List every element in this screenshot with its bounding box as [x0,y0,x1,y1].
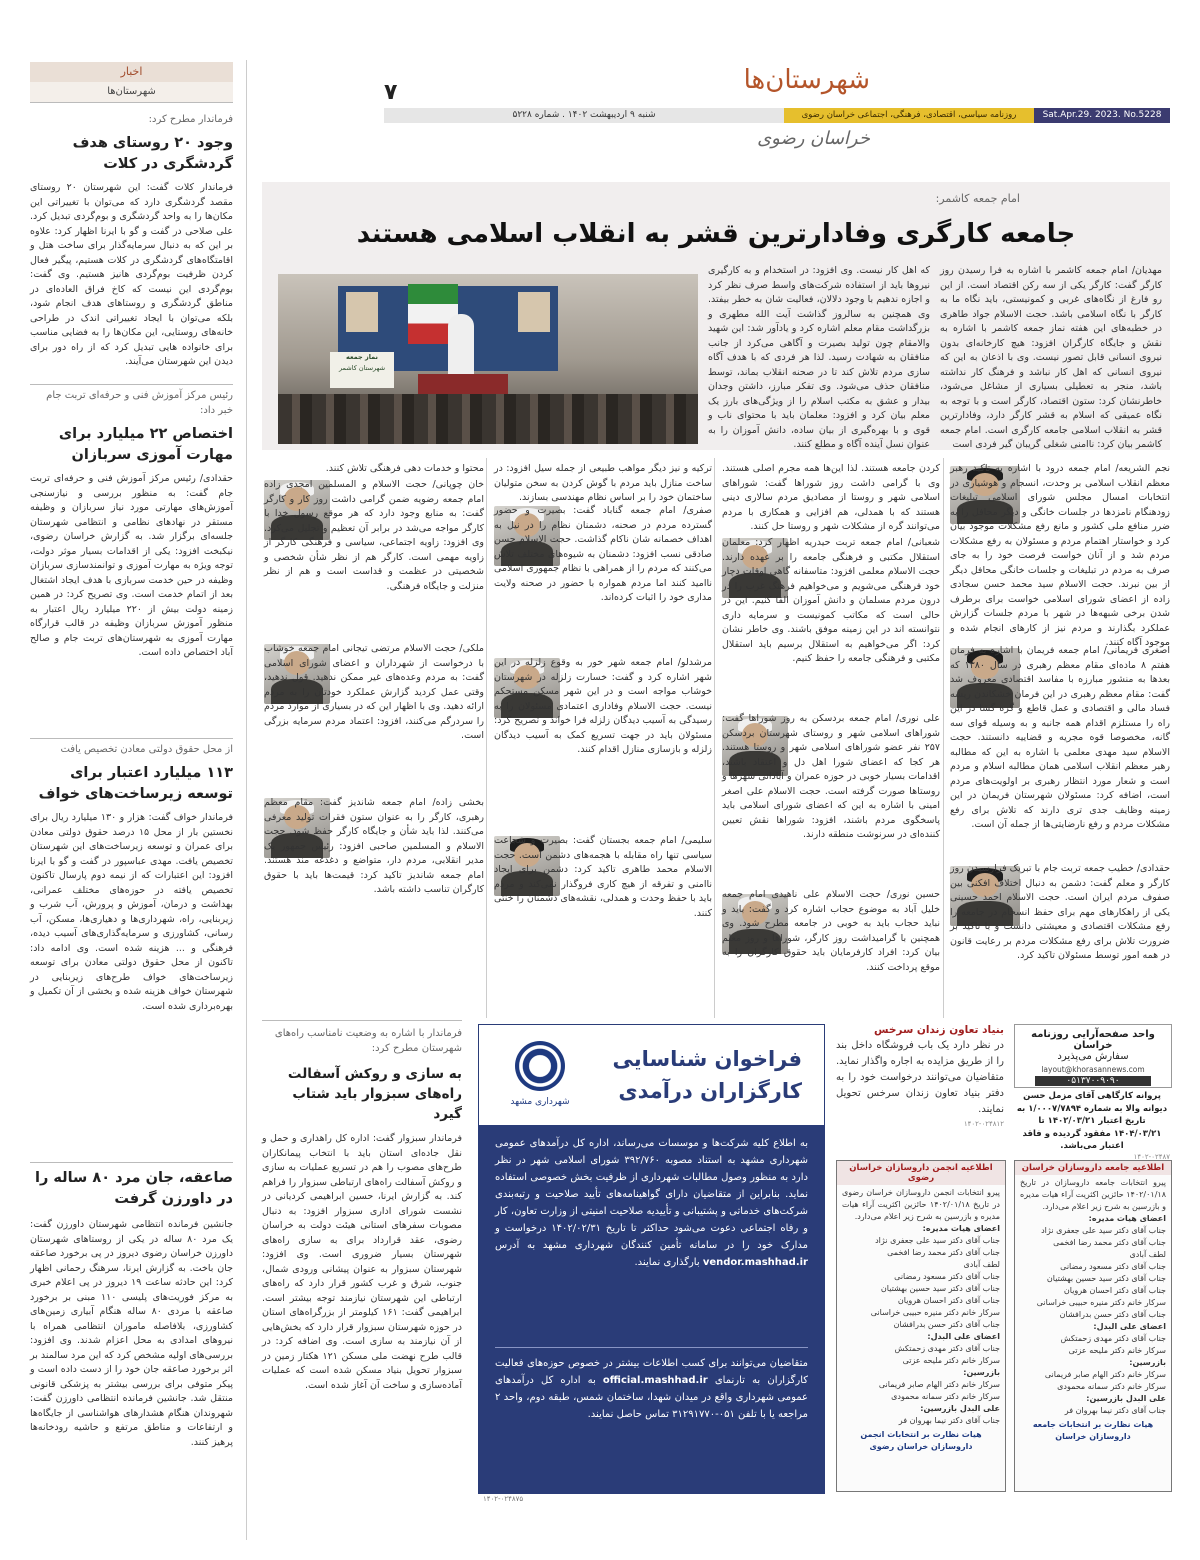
column-text: علی نوری/ امام جمعه بردسکن به روز شوراها گفت: شوراهای اسلامی شهر و روستای شهرستان بردسکن ۲۵۷ نفر عضو شوراهای اسلامی شهر و روستا هستند. هر کجا که اعضای شورا اهل دل و اعتقاد باشند، اقدامات بسیار خوبی در حوزه عمران و آبادانی شهرها و روستاها صورت گرفته است. حجت الاسلام علی اصغر امینی با اشاره به این که اعضای شورای اسلامی باید پاسخگوی مردم باشند، افزود: شوراها نقش تعیین کننده‌ای در سرنوشت منطقه دارند. [722,713,940,840]
inspector: سرکار خانم دکتر سمانه محمودی [1057,1382,1166,1391]
prison-body: در نظر دارد یک باب فروشگاه داخل بند را از طریق مزایده به اجاره واگذار نماید. متقاضیان می‌توانند درخواست خود را به دفتر بنیاد تعاون زندان سرخس تحویل نمایند. [836,1040,1004,1115]
column-text: سلیمی/ امام جمعه بجستان گفت: بصیرت و شجاعت سیاسی تنها راه مقابله با هجمه‌های دشمن است. حجت الاسلام محمد طاهری تاکید کرد: دشمن برای ایجاد ناامنی و تفرقه از هیچ کاری فروگذار نمی‌کند و مردم باید با حفظ وحدت و همدلی، نقشه‌های دشمنان را خنثی کنند. [494,835,712,919]
inspector: سرکار خانم دکتر سمانه محمودی [891,1392,1000,1401]
alt-inspector: جناب آقای دکتر نیما بهروان فر [1064,1406,1166,1415]
pharma-title: اطلاعیه انجمن داروسازان خراسان رضوی [837,1161,1005,1185]
pharma-body [837,1185,1005,1455]
column-text: حسین نوری/ حجت الاسلام علی ناهیدی امام جمعه خلیل آباد به موضوع حجاب اشاره کرد و گفت: باید و نباید حجاب باید به خوبی در جامعه مطرح شود. وی همچنین با گرامیداشت روز کارگر، شوراها و روز معلم بیان کرد: افراد کارفرمایان باید حقوق کارگران را به موقع پرداخت کنند. [722,889,940,973]
board-heading: اعضای هیات مدیره: [1088,1214,1166,1223]
news-headline: صاعقه، جان مرد ۸۰ ساله را در داورزن گرفت [34,1170,233,1207]
sidebar-title: اخبار [30,62,233,82]
column-text: بخشی زاده/ امام جمعه شاندیز گفت: مقام معظم رهبری، کارگر را به عنوان ستون فقرات تولید معرفی می‌کنند. لذا باید شأن و جایگاه کارگر حفظ شود. حجت الاسلام و المسلمین صاحبی افزود: رئیس جمهور یک مدیر انقلابی، مردم دار، متواضع و دغدغه مند هستند. امام جمعه شاندیز تاکید کرد: قیمت‌ها باید با حقوق کارگران تناسب داشته باشد. [264,797,484,895]
sidebar-news-3 [30,742,233,1151]
news-body: فرماندار کلات گفت: این شهرستان ۲۰ روستای مقصد گردشگری دارد که می‌توان با تغییراتی این مکان‌ها را به واحد گردشگری و بوم‌گردی تبدیل کرد. علی صلاحی در گفت و گو با ایرنا اظهار کرد: علاوه بر این که به دنبال سرمایه‌گذار برای ساخت هتل و اقامتگاه‌های گردشگری در کلات هستیم، پیگیر فعال کردن ظرفیت بوم‌گردی هانیز هستیم. وی گفت: بوم‌گردی این نیست که کاخ فراق العاده‌ای در مناطق گردشگری و روستاهای هدف انجام شود، بلکه می‌توان با ایجاد تغییراتی اندک در طراحی خانه‌های روستایی، این مکان‌ها را به فضایی مناسب برای خانواده هایی تبدیل کرد که از راه دور برای دیدن این شهرستان می‌آیند. [30,182,233,367]
ad-contact [1014,1024,1172,1088]
inspector-heading: بازرسین: [963,1368,1000,1377]
divider [30,738,233,739]
contact-phone: ۰۵۱۳۷۰۰۹۰۹۰ [1035,1076,1151,1086]
board-member: لطف آبادی [1129,1250,1166,1259]
license-code: ۱۴۰۲-۰۲۴۸۷ [1133,1152,1170,1161]
ad-paragraph: به اطلاع کلیه شرکت‌ها و موسسات می‌رساند، اداره کل درآمدهای عمومی شهرداری مشهد به استناد مصوبه ۳۹۲/۷۶۰ شورای اسلامی شهر در نظر دارد به منظور وصول مطالبات شهرداری از ظرفیت بخش خصوصی استفاده نماید. بنابراین از متقاضیان دارای گواهینامه‌های تأیید صلاحیت و رتبه‌بندی شرکت‌های خدماتی و پشتیبانی و تأییدیه صلاحیت امنیتی از وزارت تعاون، کار و رفاه اجتماعی دعوت می‌شود حداکثر تا تاریخ ۱۴۰۲/۰۲/۳۱ درخواست و مدارک خود را در سامانه تأمین کنندگان شهرداری مشهد به آدرس [495,1138,809,1251]
alt-heading: اعضای علی البدل: [1093,1322,1166,1331]
sidebar-divider [246,60,247,1540]
vendor-link[interactable]: vendor.mashhad.ir [702,1257,808,1268]
board-heading: اعضای هیات مدیره: [922,1224,1000,1233]
column-4 [264,458,484,1018]
ad-paragraph: بارگذاری نمایند. [634,1257,700,1268]
ad-body-text-2 [495,1355,808,1423]
sidebar [30,62,233,1540]
prison-code: ۱۴۰۲-۰۲۴۸۱۲ [963,1120,1004,1128]
news-kicker: فرماندار مطرح کرد: [148,114,233,125]
alt-member: جناب آقای دکتر مهدی زحمتکش [894,1344,1000,1353]
ad-title-1: فراخوان شناسایی [612,1047,802,1071]
column-text: ترکیه و نیز دیگر مواهب طبیعی از جمله سیل افزود: در ساخت منازل باید مردم با گوش کردن به سخن متولیان ساختمان خود را بر اساس نظام مهندسی بسازند. [494,463,712,503]
main-col-2: که اهل کار نیست. وی افزود: در استخدام و به کارگیری نیروها باید از استفاده شرکت‌های واسط صرف نظر کرد و اجازه ندهیم با وجود دلالان، فعالیت شان به خطر بیفتد. وی همچنین به سالروز گذاشت آیت الله مطهری و بزرگداشت مقام معلم اشاره کرد و یادآور شد: این شهید والامقام چون تولید بصیرت و آگاهی می‌کرد از جانب منافقان به شهادت رسید. لذا هر فردی که با هدف آگاه سازی مردم تلاش کند تا در صحنه انقلاب بماند، توسط منافقان حذف می‌شود. وی تفکر مبارز، داشتن وجدان بیدار و عشق به مکتب اسلام را از ویژگی‌های بارز یک معلم بیان کرد و افزود: معلمان باید با محتوای ناب و قوی و با بهره‌گیری از بیان ساده، دانش آموزان را به عنوان نسل آینده آگاه و مطلع کنند. [708,265,930,450]
main-photo [278,274,698,444]
column-text: نجم الشریعه/ امام جمعه درود با اشاره به تاکید رهبر معظم انقلاب اسلامی بر وحدت، انسجام و هوشیاری در انتخابات امسال مجلس شورای اسلامی تبلیغات زودهنگام نامزدها در جلسات خانگی و دیگر محافل را به ضرر منافع ملی کشور و مانع رفع مشکلات موجود بیان کرد و خواستار اهتمام مردم و مسئولان به رفع مشکلات مردم شد و از آنان خواست فرصت خود را به جای صرف به مردم در تبلیغات و جلسات خانگی محافل دیگر از بین نبرند. حجت الاسلام سید محمد حسن سجادی زاده از اعضای شورای اسلامی خواست برای برطرف شدن برخی شبهه‌ها در شهر با مردم جلسات گزارش عملکرد بگذارند و مردم نیز از کارهای انجام شده و موجود آگاه کنند. [950,463,1170,648]
pharma-footer: هیات نظارت بر انتخابات انجمن داروسازان خراسان رضوی [860,1430,982,1451]
pharma-intro: پیرو انتخابات انجمن داروسازان خراسان رضوی در تاریخ ۱۴۰۲/۰۱/۱۸ حائزین اکثریت آراء هیات مدیره و بازرسین به شرح زیر اعلام می‌دارد. [842,1188,1000,1221]
column-text: صفری/ امام جمعه گناباد گفت: بصیرت و حضور گسترده مردم در صحنه، دشمنان نظام را در نیل به اهداف خصمانه شان ناکام گذاشت. حجت الاسلام حسن صادقی نسب افزود: دشمنان به شیوه‌های مختلف تلاش می‌کنند که مردم را از همراهی با نظام جمهوری اسلامی ناامید کنند اما مردم همواره با حضور در صحنه ولایت مداری خود را اثبات کرده‌اند. [494,505,712,603]
alt-member: سرکار خانم دکتر ملیحه عزتی [1068,1346,1166,1355]
section-title: شهرستان‌ها [743,65,870,95]
board-member: جناب آقای دکتر مسعود رمضانی [894,1272,1000,1281]
news-kicker: رئیس مرکز آموزش فنی و حرفه‌ای تربت جام خبر داد: [46,390,233,416]
board-member: جناب آقای دکتر سید حسین بهشتیان [1046,1274,1166,1283]
board-member: لطف آبادی [963,1260,1000,1269]
column-text: اصغری فریمانی/ امام جمعه فریمان با اشاره به فرمان هفتم ۸ ماده‌ای مقام معظم رهبری در سال ۱۳۸۰ که بعدها به منشور مبارزه با مفاسد اقتصادی معروف شد گفت: مقام معظم رهبری در این فرمان خشکاندن ریشه فساد مالی و اقتصادی و عمل قاطع و گره گشا در این راه را مستلزم اقدام همه جانبه و به وسیله قوای سه گانه، مخصوصا قوه مجریه و قضاییه دانستند. حجت الاسلام سید مهدی معلمی با اشاره به این که مطالبه رهبر معظم انقلاب اسلامی همان مطالبه اسلام و مردم است و شعار مورد انتظار رهبری بر اولویت‌های مردم است، اضافه کرد: مسئولان شهرستان فریمان در این زمینه وظایف جدی تری دارند که تلاش برای رفع مشکلات مردم و رفع نارضایتی‌ها از جمله آن است. [950,645,1170,830]
ad-pharma [836,1160,1006,1492]
photo-crowd [278,394,698,444]
contact-line-2: سفارش می‌پذیرد [1057,1051,1129,1062]
column-text: حقدادی/ خطیب جمعه تربت جام با تبریک فرارسیدن روز کارگر و معلم گفت: دشمن به دنبال اختلاف افکنی بین صفوف مردم ایران است. حجت الاسلام احمد حسینی یکی از راهکارهای مهم برای حفظ انسجام در جامعه را رفع مشکلات اقتصادی و معیشتی دانست و با تاکید بر ضرورت تلاش برای رفع مشکلات مردم بر رعایت قانون در همه امور توسط مسئولان تاکید کرد. [950,863,1170,961]
society-title: اطلاعیه جامعه داروسازان خراسان [1015,1161,1171,1175]
main-headline: جامعه کارگری وفادارترین قشر به انقلاب اسلامی هستند [356,219,1076,249]
divider [30,384,233,385]
lower-body: فرماندار سبزوار گفت: اداره کل راهداری و حمل و نقل جاده‌ای استان باید با انتخاب پیمانکاران طرح‌های مصوب را هم در تسریع عملیات به سازی و روکش آسفالت راه‌های ارتباطی سبزوار را فراهم کند. به گزارش ایرنا، حسین ابراهیمی کردیانی در نشست شورای اداری سبزوار افزود: به دنبال مصوبات سفرهای استانی هیئت دولت به خراسان رضوی، عقد قرارداد برای به سازی راه‌های شهرستان بسیار ضروری است. وی افزود: شهرستان سبزوار به عنوان پیشانی ورودی شمال، جنوب، شرق و غرب کشور قرار دارد که راه‌های ارتباطی این شهرستان نیازمند توجه بیشتر است. ابراهیمی گفت: ۱۶۱ کیلومتر از بزرگراه‌های استان در حوزه شهرستان سبزوار قرار دارد که بخش‌هایی از آن نیازمند به سازی است. وی اضافه کرد: در قالب طرح نهضت ملی مسکن ۱۲۱ هکتار زمین در سبزوار تحویل بنیاد مسکن شده است که عملیات آماده‌سازی و ساخت آن آغاز شده است. [262,1133,462,1391]
column-text: شعبانی/ امام جمعه تربت حیدریه اظهار کرد: معلمان استقلال مکتبی و فرهنگی جامعه را بر عهده دارند. حجت الاسلام معلمی افزود: متاسفانه گاهی اوقات دچار خود فرهنگی می‌شویم و می‌خواهیم فرهنگ غرب را در درون مردم مسلمان و دانش آموزان القا کنیم. این در حالی است که مکاتب کمونیست و سرمایه داری نتوانسته اند در این زمینه موفق باشند. وی خاطر نشان کرد: اگر می‌خواهیم به استقلال برسیم باید استقلال مکتبی و فرهنگی جامعه را حفظ کنیم. [722,537,940,664]
board-member: جناب آقای دکتر احسان هرویان [1063,1286,1166,1295]
news-body: حقدادی/ رئیس مرکز آموزش فنی و حرفه‌ای تربت جام گفت: به منظور بررسی و نیازسنجی آموزش‌های مهارتی مورد نیاز سربازان و وظیفه مستقر در نهادهای نظامی و انتظامی شهرستان جلسه‌ای برگزار شد. به گزارش خراسان رضوی، نیکبخت افزود: یکی از اقدامات بسیار موثر دولت، توجه ویژه به مهارت آموزی و توانمندسازی سربازان وظیفه در حین خدمت سربازی با هدف ایجاد اشتغال بعد از اتمام خدمت است. وی تصریح کرد: در همین زمینه دولت بیش از ۲۲۰ میلیارد ریال اعتبار به منظور آموزش سربازان وظیفه در قالب قرارگاه مهارت آموزی به شهرستان‌های تربت جام و صالح آباد اختصاص داده است. [30,473,233,658]
news-body: فرماندار خواف گفت: هزار و ۱۳۰ میلیارد ریال برای نخستین بار از محل ۱۵ درصد حقوق دولتی معادن برای عمران و توسعه زیرساخت‌های این شهرستان تخصیص یافت. مهدی عباسپور در گفت و گو با ایرنا افزود: این اعتبارات که از نیمه دوم پارسال تاکنون تخصیص یافته در حوزه‌های مختلف عمرانی، بهداشت و درمان، آموزش و پرورش، آب شرب و زیربنایی، راه، شهرداری‌ها و دهیاری‌ها، مسکن، آب رسانی، کشاورزی و سرمایه‌گذاری‌های آسیب دیده، فرهنگی و ... هزینه شده است. وی ادامه داد: تاکنون از محل حقوق دولتی معادن برای توسعه زیرساخت‌های خواف طرح‌های زیربنایی در شهرستان خواف هزینه شده و بخشی از آن تکمیل و بهره‌برداری شده است. [30,812,233,1012]
alt-inspector: جناب آقای دکتر نیما بهروان فر [898,1416,1000,1425]
column-3 [494,458,712,1018]
sidebar-news-2 [30,388,233,742]
ad-prison [836,1024,1004,1152]
contact-line-1: واحد صفحه‌آرایی روزنامه خراسان [1031,1029,1155,1051]
tagline: روزنامه سیاسی، اقتصادی، فرهنگی، اجتماعی خراسان رضوی [784,108,1034,123]
alt-heading: اعضای علی البدل: [927,1332,1000,1341]
board-member: جناب آقای دکتر سید حسین بهشتیان [880,1284,1000,1293]
board-member: سرکار خانم دکتر منیره حبیبی خراسانی [1036,1298,1166,1307]
lower-headline: به سازی و روکش آسفالت راه‌های سبزوار باید شتاب گیرد [287,1066,462,1122]
ad-body-text [495,1135,808,1271]
alt-inspector-heading: علی البدل بازرسین: [1086,1394,1166,1403]
header-bar [384,108,1170,123]
column-text: محتوا و خدمات دهی فرهنگی تلاش کنند. [325,463,484,474]
column-2 [722,458,940,1018]
prison-title: بنیاد تعاون زندان سرخس [874,1024,1004,1036]
society-footer: هیات نظارت بر انتخابات جامعه داروسازان خراسان [1032,1420,1154,1441]
inspector-heading: بازرسین: [1129,1358,1166,1367]
news-kicker: از محل حقوق دولتی معادن تخصیص یافت [60,744,233,755]
inspector: سرکار خانم دکتر الهام صابر فریمانی [1044,1370,1166,1379]
board-member: سرکار خانم دکتر منیره حبیبی خراسانی [870,1308,1000,1317]
photo-portrait-right [518,292,550,332]
news-headline: وجود ۲۰ روستای هدف گردشگری در کلات [72,135,233,172]
news-columns [262,458,1170,1018]
news-headline: اختصاص ۲۲ میلیارد برای مهارت آموزی سربازان [58,426,233,463]
board-member: جناب آقای دکتر محمد رضا افخمی [887,1248,1000,1257]
society-body [1015,1175,1171,1445]
logo-caption: شهرداری مشهد [510,1097,570,1107]
photo-sign-line: شهرستان کاشمر [338,364,386,372]
ad-title-2: کارگزاران درآمدی [618,1079,802,1103]
board-member: جناب آقای دکتر حسن بدرافشان [1059,1310,1166,1319]
divider [30,1162,233,1163]
main-col-1: مهدیان/ امام جمعه کاشمر با اشاره به فرا رسیدن روز کارگر گفت: کارگر یکی از سه رکن اقتصاد است. از این رو فارغ از نگاه‌های غربی و کمونیستی، باید نگاه ما به کارگر با نگاه اسلامی باشد. حجت الاسلام جواد طاهری در خطبه‌های این هفته نماز جمعه کاشمر با اشاره به نقش و جایگاه کارگران افزود: هیچ کارخانه‌ای بدون نیروی انسانی قابل تصور نیست. وی با اذعان به این که نیروی انسانی که اهل کار نباشد و فرهنگ کار نداشته باشد، منجر به تعطیلی بسیاری از مشاغل می‌شود، خاطرنشان کرد: ستون اقتصاد، کارگر است و با توجه به نگاه عمیقی که اسلام به قشر کارگر دارد، وفادارترین قشر به انقلاب اسلامی جامعه کارگری است. امام جمعه کاشمر بیان کرد: ناامنی شغلی گریبان گیر فردی است [940,265,1162,450]
photo-sign [330,352,394,388]
main-kicker: امام جمعه کاشمر: [935,192,1020,205]
column-text: ملکی/ حجت الاسلام مرتضی تیجانی امام جمعه خوشاب با درخواست از شهرداران و اعضای شورای اسلامی گفت: به مردم وعده‌های غیر ممکن ندهید. قول ندهید، وقتی عمل کردید گزارش عملکرد خودتان را به مردم ارائه دهید. وی با اظهار این که در بسیاری از موارد مردم را سردرگم می‌کنند، افزود: اعتماد مردم سرمایه بزرگی است. [264,643,484,741]
alt-member: سرکار خانم دکتر ملیحه عزتی [902,1356,1000,1365]
lower-kicker: فرماندار با اشاره به وضعیت نامناسب راه‌های شهرستان مطرح کرد: [274,1028,462,1054]
column-divider [714,458,715,1018]
sidebar-subtitle: شهرستان‌ها [30,82,233,103]
alt-inspector-heading: علی البدل بازرسین: [920,1404,1000,1413]
board-member: جناب آقای دکتر سید علی جعفری نژاد [875,1236,1000,1245]
divider [262,1020,462,1021]
ad-code: ۱۴۰۲-۰۲۴۸۷۵ [483,1495,524,1503]
board-member: جناب آقای دکتر احسان هرویان [897,1296,1000,1305]
photo-portrait-left [346,292,378,332]
sidebar-news-1 [30,112,233,401]
logo: خراسان رضوی [757,128,870,149]
contact-email[interactable]: layout@khorasannews.com [1041,1065,1145,1074]
official-link[interactable]: official.mashhad.ir [602,1375,708,1386]
inspector: سرکار خانم دکتر الهام صابر فریمانی [878,1380,1000,1389]
column-divider [486,458,487,1018]
board-member: جناب آقای دکتر مسعود رمضانی [1060,1262,1166,1271]
mashhad-logo-icon [515,1041,565,1091]
alt-member: جناب آقای دکتر مهدی زحمتکش [1060,1334,1166,1343]
column-text: خان چوپانی/ حجت الاسلام و المسلمین امجدی زاده امام جمعه رضویه ضمن گرامی داشت روز کار و کارگر گفت: به منابع وجود دارد که هر موقع رسول خدا با کارگر مواجه می‌شد در برابر آن تعظیم و تجلیل می‌کرد. وی افزود: زاویه اجتماعی، سیاسی و فرهنگی کارگر از زاویه مهمی است. کارگر هم از نظر شأن شخصی و شخصیتی در عظمت و قداست است و هم از نظر منزلت و جایگاه فرهنگی. [264,479,484,592]
board-member: جناب آقای دکتر حسن بدرافشان [893,1320,1000,1329]
news-body: جانشین فرمانده انتظامی شهرستان داورزن گفت: یک مرد ۸۰ ساله در یکی از روستاهای شهرستان داورزن خراسان رضوی دیروز در پی برخورد صاعقه جان باخت. به گزارش ایرنا، سرهنگ رحمانی اظهار کرد: این حادثه ساعت ۱۹ دیروز در پی اعلام خبری به مرکز فوریت‌های پلیسی ۱۱۰ مبنی بر برخورد صاعقه با مردی ۸۰ ساله هنگام آبیاری زمین‌های کشاورزی، بلافاصله ماموران انتظامی همراه با نیروهای امدادی به محل اعزام شدند. وی افزود: بررسی‌های اولیه مشخص کرد که این مرد سالمند بر اثر برخورد صاعقه جان خود را از دست داده است و پیکر متوفی برای بررسی بیشتر به پزشکی قانونی منتقل شد. جانشین فرمانده انتظامی داورزن گفت: شهروندان هنگام هشدارهای هواشناسی از جایگاه‌ها و ارتفاعات و مناطق مرتفع و حاشیه رودخانه‌ها پرهیز کنند. [30,1219,234,1448]
ad-body [479,1125,824,1493]
news-headline: ۱۱۳ میلیارد اعتبار برای توسعه زیرساخت‌های خواف [38,765,233,802]
ad-license [1014,1090,1170,1161]
license-text: پروانه کارگاهی آقای مزمل حسن دیوانه والا به شماره ۱/۰۰۰۷/۷۸۹۴ به تاریخ اعتبار ۱۴۰۲/۰۳/۲۱ تا ۱۴۰۴/۰۳/۲۱ مفقود گردیده و فاقد اعتبار می‌باشد. [1016,1091,1168,1151]
board-member: جناب آقای دکتر محمد رضا افخمی [1053,1238,1166,1247]
ad-paragraph: متقاضیان می‌توانند برای کسب اطلاعات بیشتر در خصوص حوزه‌های فعالیت کارگزاران به تارنمای [495,1358,808,1386]
column-divider [943,458,944,1018]
photo-sign-line: نماز جمعه [346,353,378,361]
board-member: جناب آقای دکتر سید علی جعفری نژاد [1041,1226,1166,1235]
column-1 [950,458,1170,1018]
masthead [262,60,1170,170]
ad-paragraph: به اداره کل درآمدهای عمومی شهرداری واقع در میدان شهدا، ساختمان شمس، طبقه دوم، واحد ۲ مراجعه یا با تلفن ۰۵۱-۳۱۲۹۱۷۷۰ تماس حاصل نمایند. [495,1375,808,1420]
sidebar-news-4 [30,1168,233,1538]
main-story [262,182,1170,450]
ad-divider [495,1347,808,1348]
date-fa: شنبه ۹ اردیبهشت ۱۴۰۲ . شماره ۵۲۲۸ [384,108,784,123]
ad-society [1014,1160,1172,1492]
ad-top [479,1025,824,1125]
column-text: کردن جامعه هستند. لذا این‌ها همه مجرم اصلی هستند. وی با گرامی داشت روز شوراها گفت: شوراهای اسلامی شهر و روستا از مصادیق مردم سالاری دینی هستند که با همدلی، هم افزایی و همکاری با مردم می‌توانند گره از مشکلات شهر و روستا حل کنند. [722,463,940,532]
column-text: مرشدلو/ امام جمعه شهر خور به وقوع زلزله در این شهر اشاره کرد و گفت: خسارت زلزله در شهرستان خوشاب مواجه است و در این شهر مسکن مستحکم نیست. حجت الاسلام وفاداری اعتمادی مسئولان را به رسیدگی به آسیب دیدگان زلزله فرا خواند و تصریح کرد: مسئولان باید در جهت تسریع کمک به آسیب دیدگان زلزله و بازسازی منازل اقدام کنند. [494,657,712,755]
page-number: ۷ [384,80,398,105]
date-en: Sat.Apr.29. 2023. No.5228 [1034,108,1170,123]
ad-mashhad [478,1024,825,1503]
lower-story [262,1026,462,1496]
society-intro: پیرو انتخابات جامعه داروسازان در تاریخ ۱۴۰۲/۰۱/۱۸ حائزین اکثریت آراء هیات مدیره و بازرسین به شرح زیر اعلام می‌دارد. [1020,1178,1166,1211]
